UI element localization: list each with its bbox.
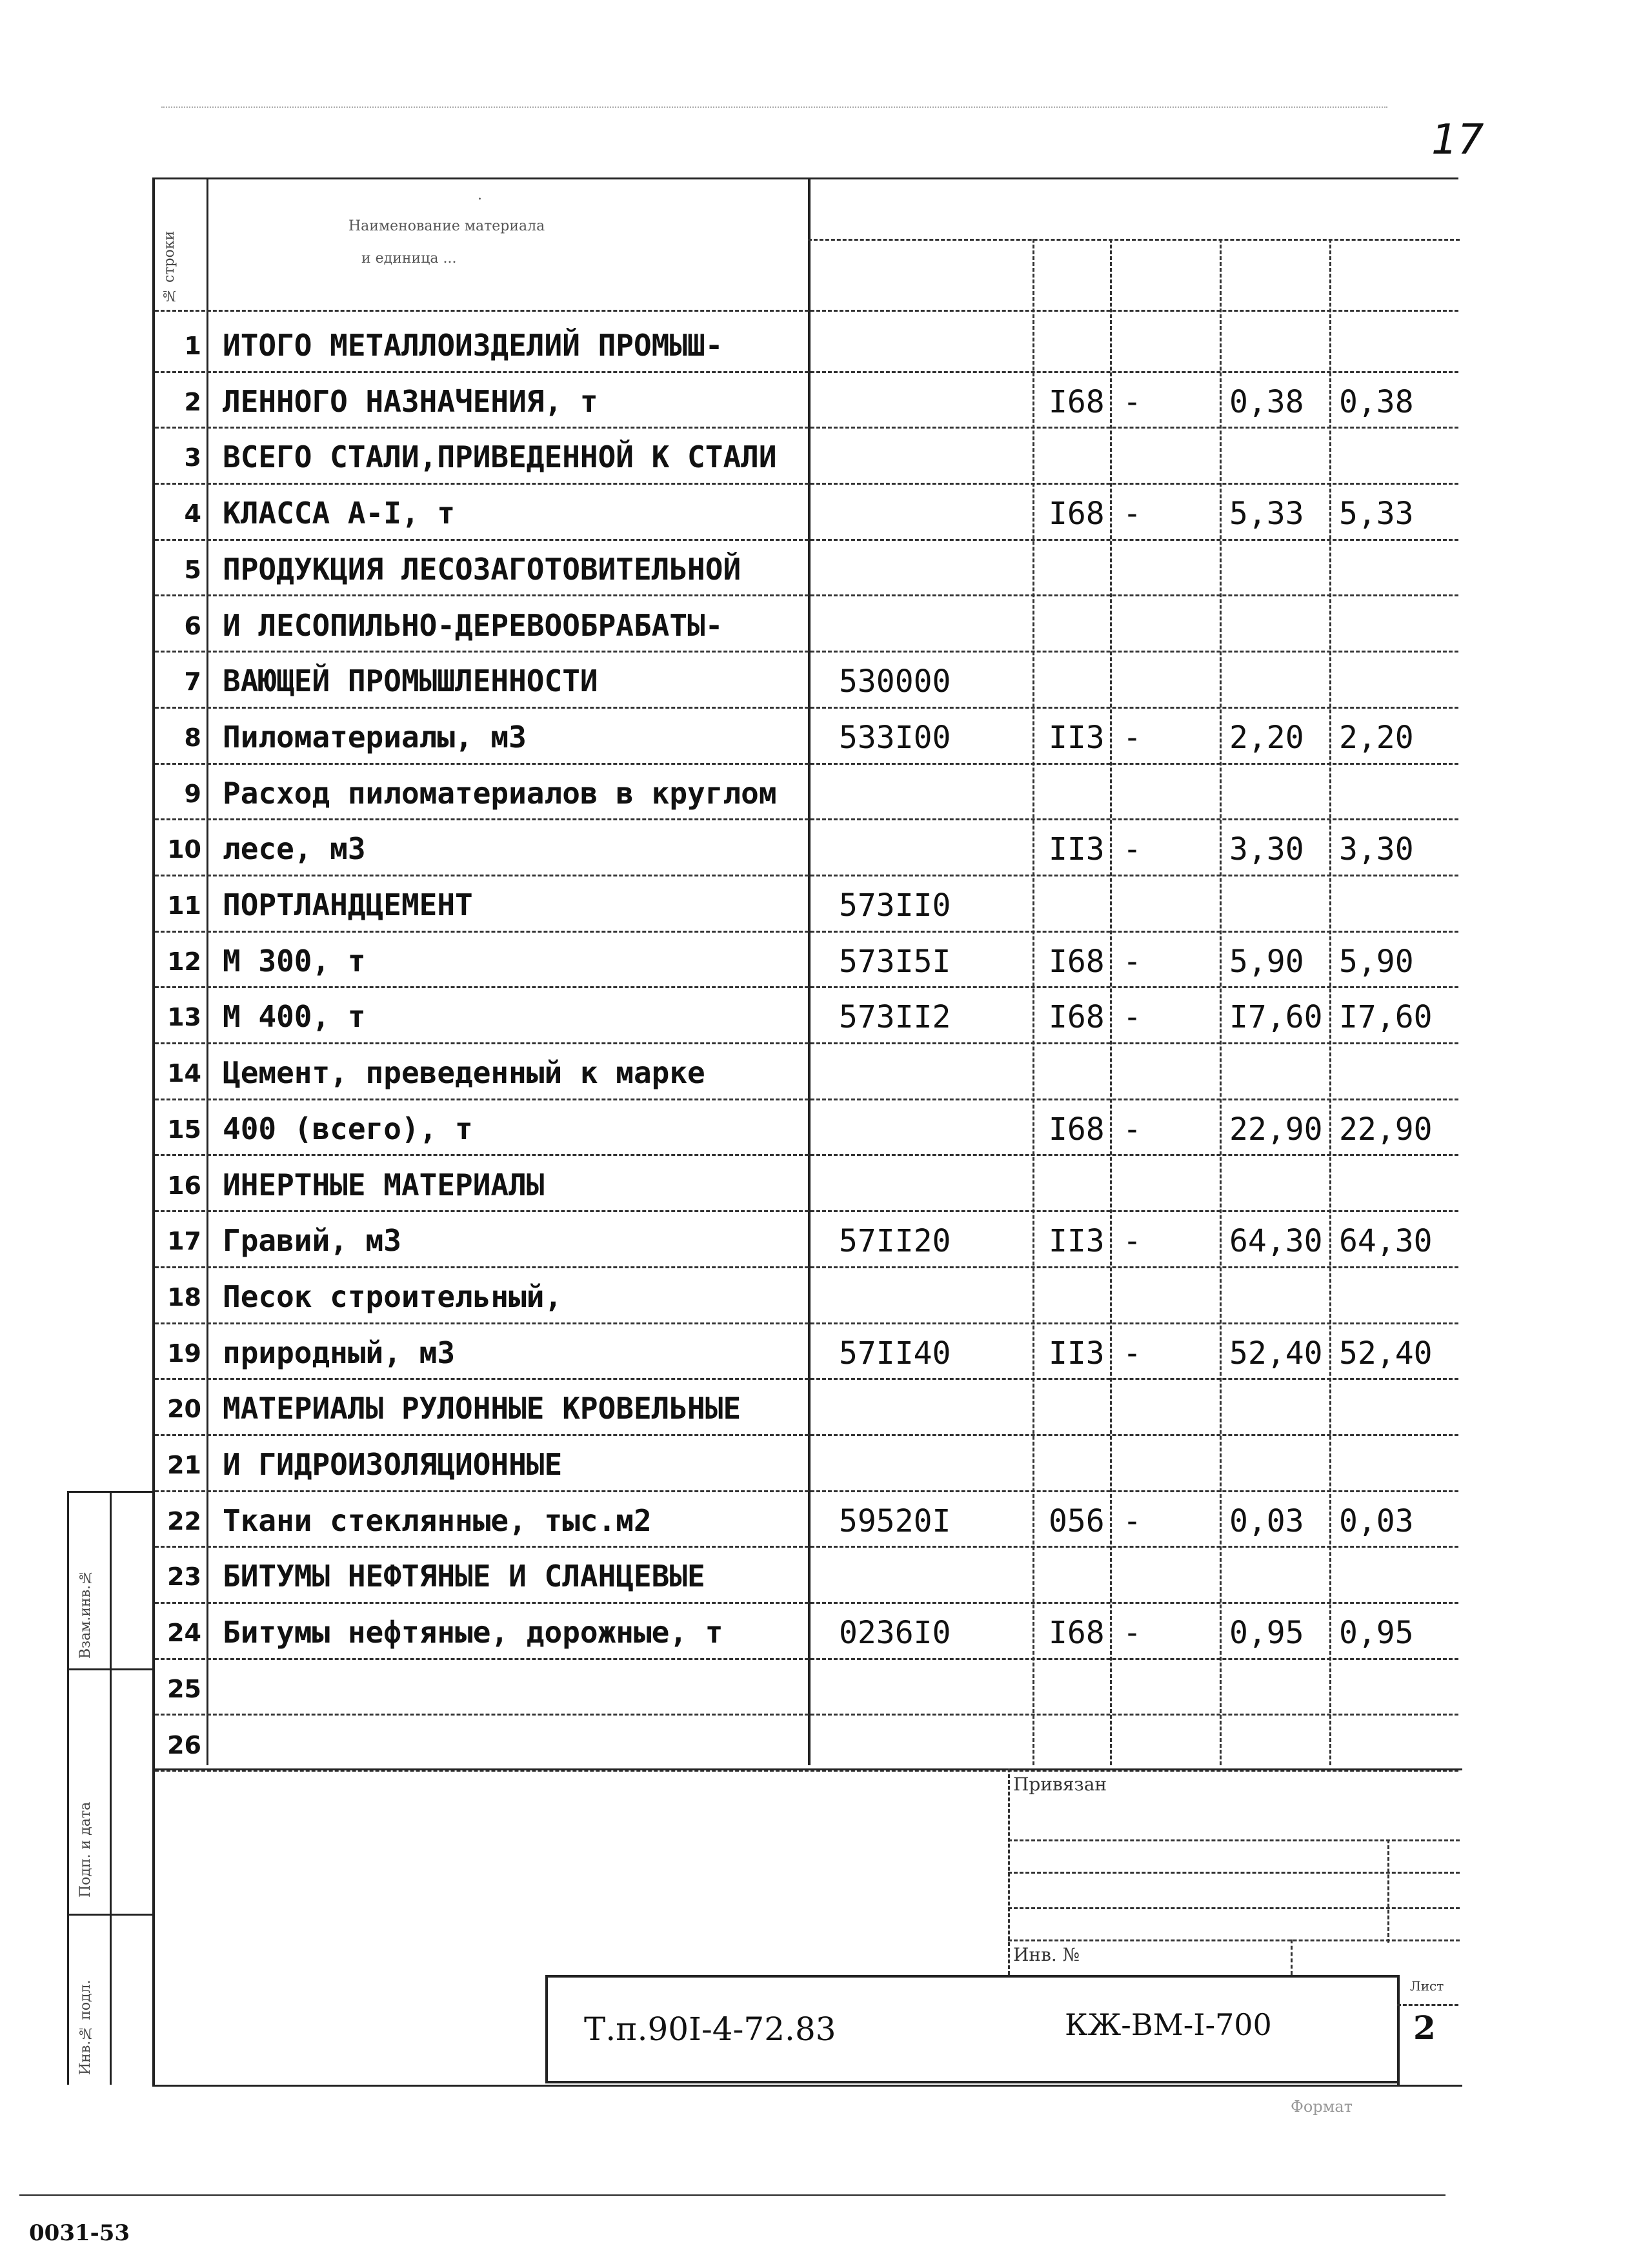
table-row [0,1492,1652,1548]
dash-cell: - [1123,943,1142,980]
material-name: Ткани стеклянные, тыс.м2 [223,1503,652,1538]
quantity-1: 22,90 [1229,1111,1323,1148]
quantity-1: 0,38 [1229,383,1304,420]
table-row [0,1603,1652,1659]
unit-code: I68 [1049,943,1105,980]
material-name: Гравий, м3 [223,1223,401,1259]
material-code: 59520I [839,1503,951,1539]
row-number: 26 [167,1730,201,1759]
material-name: ИНЕРТНЫЕ МАТЕРИАЛЫ [223,1167,545,1202]
side-label-inv: Инв.№ подл. [77,1980,94,2075]
unit-code: II3 [1049,1223,1105,1260]
row-number: 25 [167,1674,201,1703]
table-row [0,316,1652,372]
dash-cell: - [1123,999,1142,1036]
row-number: 8 [184,723,201,752]
side-label-podp: Подп. и дата [77,1801,94,1898]
table-row [0,1211,1652,1268]
quantity-1: 0,95 [1229,1615,1304,1652]
row-number: 4 [184,500,201,529]
material-code: 0236I0 [839,1615,951,1652]
dash-cell: - [1123,383,1142,420]
material-code: 573II0 [839,887,951,924]
row-number: 2 [184,387,201,416]
header-name-top: . [478,187,482,203]
material-name: ПОРТЛАНДЦЕМЕНТ [223,887,473,922]
table-row [0,876,1652,932]
quantity-2: I7,60 [1339,999,1433,1036]
row-number: 14 [167,1059,201,1088]
table-row [0,484,1652,540]
row-number: 23 [167,1563,201,1592]
material-name: ИТОГО МЕТАЛЛОИЗДЕЛИЙ ПРОМЫШ- [223,328,723,363]
table-row [0,1100,1652,1156]
table-row [0,596,1652,653]
row-number: 20 [167,1395,201,1424]
quantity-1: 3,30 [1229,831,1304,868]
table-row [0,1324,1652,1380]
material-name: лесе, м3 [223,831,366,867]
dash-cell: - [1123,1335,1142,1372]
unit-code: II3 [1049,1335,1105,1372]
quantity-1: 5,33 [1229,496,1304,532]
unit-code: II3 [1049,719,1105,756]
material-name: 400 (всего), т [223,1111,473,1146]
unit-code: I68 [1049,383,1105,420]
row-number: 6 [184,611,201,640]
material-name: М 300, т [223,943,366,978]
row-number: 18 [167,1282,201,1311]
material-name: И ГИДРОИЗОЛЯЦИОННЫЕ [223,1447,563,1482]
row-number: 1 [184,332,201,360]
table-row [0,932,1652,988]
page-number: 17 [1431,116,1484,164]
row-number: 15 [167,1115,201,1144]
quantity-2: 3,30 [1339,831,1414,868]
table-row [0,540,1652,596]
unit-code: I68 [1049,496,1105,532]
material-name: Песок строительный, [223,1279,563,1314]
material-name: ВАЮЩЕЙ ПРОМЫШЛЕННОСТИ [223,663,598,699]
quantity-1: 52,40 [1229,1335,1323,1372]
quantity-2: 2,20 [1339,719,1414,756]
sheet-label: Лист [1410,1978,1444,1994]
quantity-2: 0,03 [1339,1503,1414,1539]
privyazka-label: Привязан [1013,1774,1107,1795]
table-row [0,987,1652,1044]
material-code: 573I5I [839,943,951,980]
dash-cell: - [1123,1111,1142,1148]
side-label-zam: Взам.инв.№ [77,1568,94,1659]
row-number: 19 [167,1339,201,1368]
row-number: 24 [167,1619,201,1648]
material-name: Пиломатериалы, м3 [223,719,527,754]
material-name: БИТУМЫ НЕФТЯНЫЕ И СЛАНЦЕВЫЕ [223,1559,705,1594]
row-number: 5 [184,555,201,584]
material-code: 573II2 [839,999,951,1036]
unit-code: I68 [1049,1111,1105,1148]
row-number: 17 [167,1227,201,1256]
quantity-1: I7,60 [1229,999,1323,1036]
dash-cell: - [1123,831,1142,868]
quantity-1: 5,90 [1229,943,1304,980]
table-row [0,1268,1652,1324]
header-name-line1: Наименование материала [348,218,545,234]
footer-code: 0031-53 [29,2220,130,2246]
dash-cell: - [1123,719,1142,756]
row-number: 16 [167,1171,201,1200]
material-code: 57II40 [839,1335,951,1372]
table-row [0,708,1652,764]
material-name: Цемент, преведенный к марке [223,1055,705,1091]
table-row [0,1379,1652,1435]
material-name: природный, м3 [223,1335,456,1370]
format-label: Формат [1291,2098,1353,2116]
material-name: Расход пиломатериалов в круглом [223,775,777,811]
quantity-2: 64,30 [1339,1223,1433,1260]
row-number: 12 [167,947,201,976]
material-code: 57II20 [839,1223,951,1260]
quantity-1: 64,30 [1229,1223,1323,1260]
quantity-2: 0,38 [1339,383,1414,420]
row-number: 21 [167,1451,201,1479]
quantity-2: 5,33 [1339,496,1414,532]
quantity-2: 0,95 [1339,1615,1414,1652]
header-row-no: № строки [161,230,177,303]
row-number: 9 [184,779,201,808]
table-row [0,1659,1652,1716]
document-code: КЖ-ВМ-I-700 [1065,2007,1272,2042]
sheet-number: 2 [1413,2009,1436,2047]
material-name: МАТЕРИАЛЫ РУЛОННЫЕ КРОВЕЛЬНЫЕ [223,1391,741,1426]
unit-code: I68 [1049,999,1105,1036]
project-code: Т.п.90I-4-72.83 [584,2010,836,2048]
table-row [0,1716,1652,1772]
material-name: ПРОДУКЦИЯ ЛЕСОЗАГОТОВИТЕЛЬНОЙ [223,551,741,587]
unit-code: 056 [1049,1503,1105,1539]
row-number: 7 [184,667,201,696]
quantity-2: 5,90 [1339,943,1414,980]
header-name-line2: и единица ... [361,250,457,267]
inv-label: Инв. № [1013,1944,1080,1965]
table-row [0,652,1652,708]
table-row [0,764,1652,820]
material-name: М 400, т [223,999,366,1035]
table-row [0,1547,1652,1603]
unit-code: II3 [1049,831,1105,868]
material-name: ВСЕГО СТАЛИ,ПРИВЕДЕННОЙ К СТАЛИ [223,440,777,475]
dash-cell: - [1123,1615,1142,1652]
material-name: ЛЕННОГО НАЗНАЧЕНИЯ, т [223,383,598,419]
table-row [0,1156,1652,1212]
quantity-2: 52,40 [1339,1335,1433,1372]
row-number: 10 [167,835,201,864]
quantity-1: 2,20 [1229,719,1304,756]
row-number: 3 [184,443,201,472]
material-name: КЛАССА А-I, т [223,496,456,531]
unit-code: I68 [1049,1615,1105,1652]
dash-cell: - [1123,496,1142,532]
material-code: 533I00 [839,719,951,756]
quantity-2: 22,90 [1339,1111,1433,1148]
table-row [0,1435,1652,1492]
dash-cell: - [1123,1223,1142,1260]
table-row [0,820,1652,876]
table-row [0,372,1652,429]
material-name: Битумы нефтяные, дорожные, т [223,1615,723,1650]
row-number: 11 [167,891,201,920]
material-name: И ЛЕСОПИЛЬНО-ДЕРЕВООБРАБАТЫ- [223,607,723,643]
table-row [0,1044,1652,1100]
material-code: 530000 [839,663,951,700]
row-number: 22 [167,1506,201,1535]
dash-cell: - [1123,1503,1142,1539]
row-number: 13 [167,1003,201,1032]
table-row [0,428,1652,484]
quantity-1: 0,03 [1229,1503,1304,1539]
